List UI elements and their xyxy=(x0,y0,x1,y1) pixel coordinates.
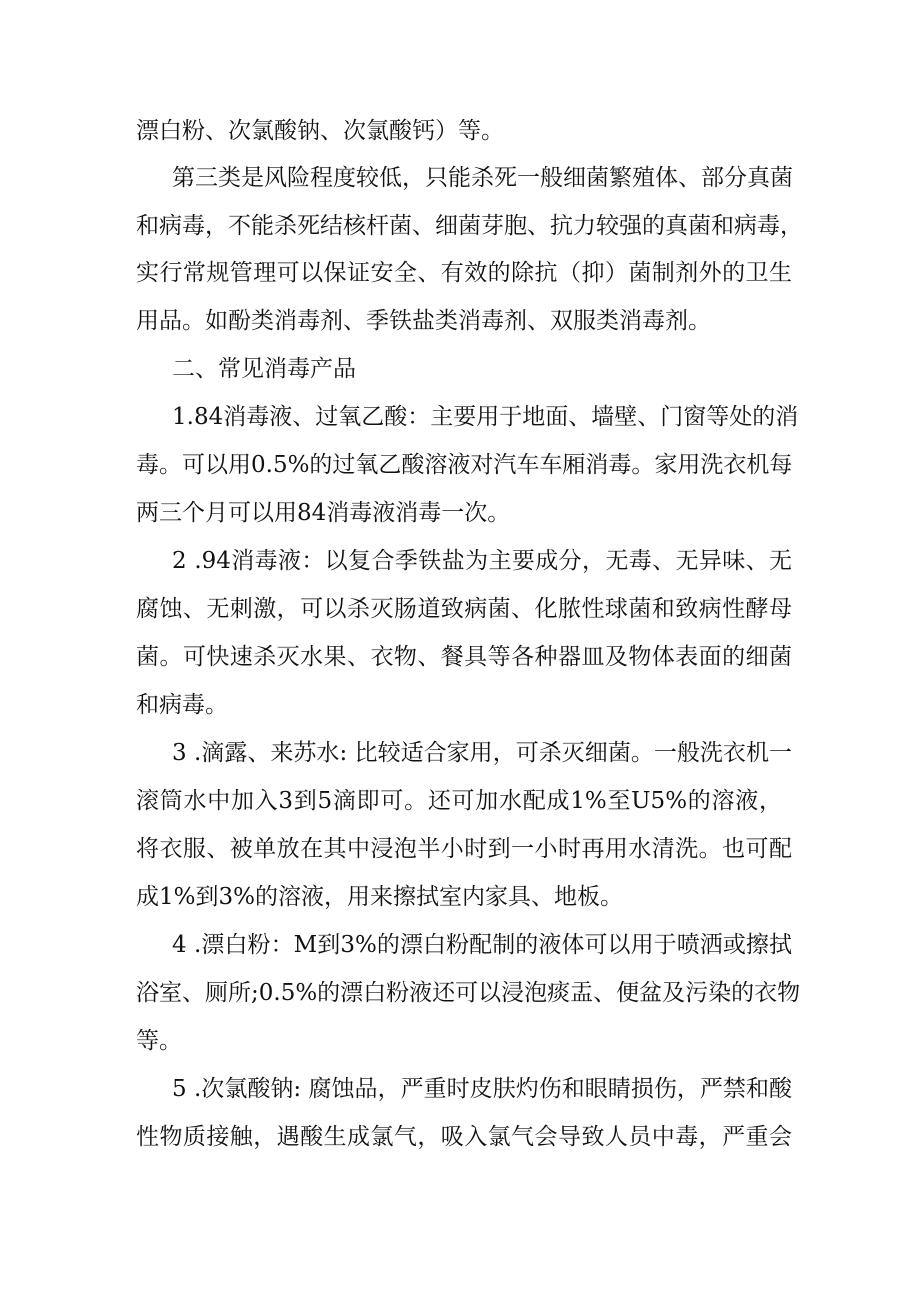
paragraph-first-line: 3 .滴露、来苏水: 比较适合家用，可杀灭细菌。一般洗衣机一 xyxy=(172,740,792,766)
text-line: 腐蚀、无刺激，可以杀灭肠道致病菌、化脓性球菌和致病性酵母 xyxy=(136,596,792,622)
text-line: 菌。可快速杀灭水果、衣物、餐具等各种器皿及物体表面的细菌 xyxy=(136,644,792,670)
text-line: 两三个月可以用84消毒液消毒一次。 xyxy=(136,500,511,526)
paragraph-first-line: 第三类是风险程度较低，只能杀死一般细菌繁殖体、部分真菌 xyxy=(172,165,793,191)
text-line: 等。 xyxy=(136,1028,182,1054)
text-line: 成1%到3%的溶液，用来擦拭室内家具、地板。 xyxy=(136,884,623,910)
text-line: 将衣服、被单放在其中浸泡半小时到一小时再用水清洗。也可配 xyxy=(136,836,792,862)
text-line: 实行常规管理可以保证安全、有效的除抗（抑）菌制剂外的卫生 xyxy=(136,260,792,286)
paragraph-first-line: 4 .漂白粉：M到3%的漂白粉配制的液体可以用于喷洒或擦拭 xyxy=(172,932,792,958)
paragraph-first-line: 1.84消毒液、过氧乙酸：主要用于地面、墙壁、门窗等处的消 xyxy=(172,404,799,430)
paragraph-first-line: 2 .94消毒液：以复合季铁盐为主要成分，无毒、无异味、无 xyxy=(172,548,792,574)
section-heading: 二、常见消毒产品 xyxy=(172,356,356,382)
text-line: 滚筒水中加入3到5滴即可。还可加水配成1%至U5%的溶液， xyxy=(136,788,782,814)
paragraph-first-line: 5 .次氯酸钠: 腐蚀品，严重时皮肤灼伤和眼睛损伤，严禁和酸 xyxy=(172,1076,792,1102)
text-line: 毒。可以用0.5%的过氧乙酸溶液对汽车车厢消毒。家用洗衣机每 xyxy=(136,452,793,478)
text-line: 性物质接触，遇酸生成氯气，吸入氯气会导致人员中毒，严重会 xyxy=(136,1124,792,1150)
text-line: 和病毒，不能杀死结核杆菌、细菌芽胞、抗力较强的真菌和病毒， xyxy=(136,213,803,239)
text-line: 漂白粉、次氯酸钠、次氯酸钙）等。 xyxy=(136,118,504,144)
text-line: 和病毒。 xyxy=(136,692,228,718)
text-line: 浴室、厕所;0.5%的漂白粉液还可以浸泡痰盂、便盆及污染的衣物 xyxy=(136,980,801,1006)
text-line: 用品。如酚类消毒剂、季铁盐类消毒剂、双服类消毒剂。 xyxy=(136,308,711,334)
